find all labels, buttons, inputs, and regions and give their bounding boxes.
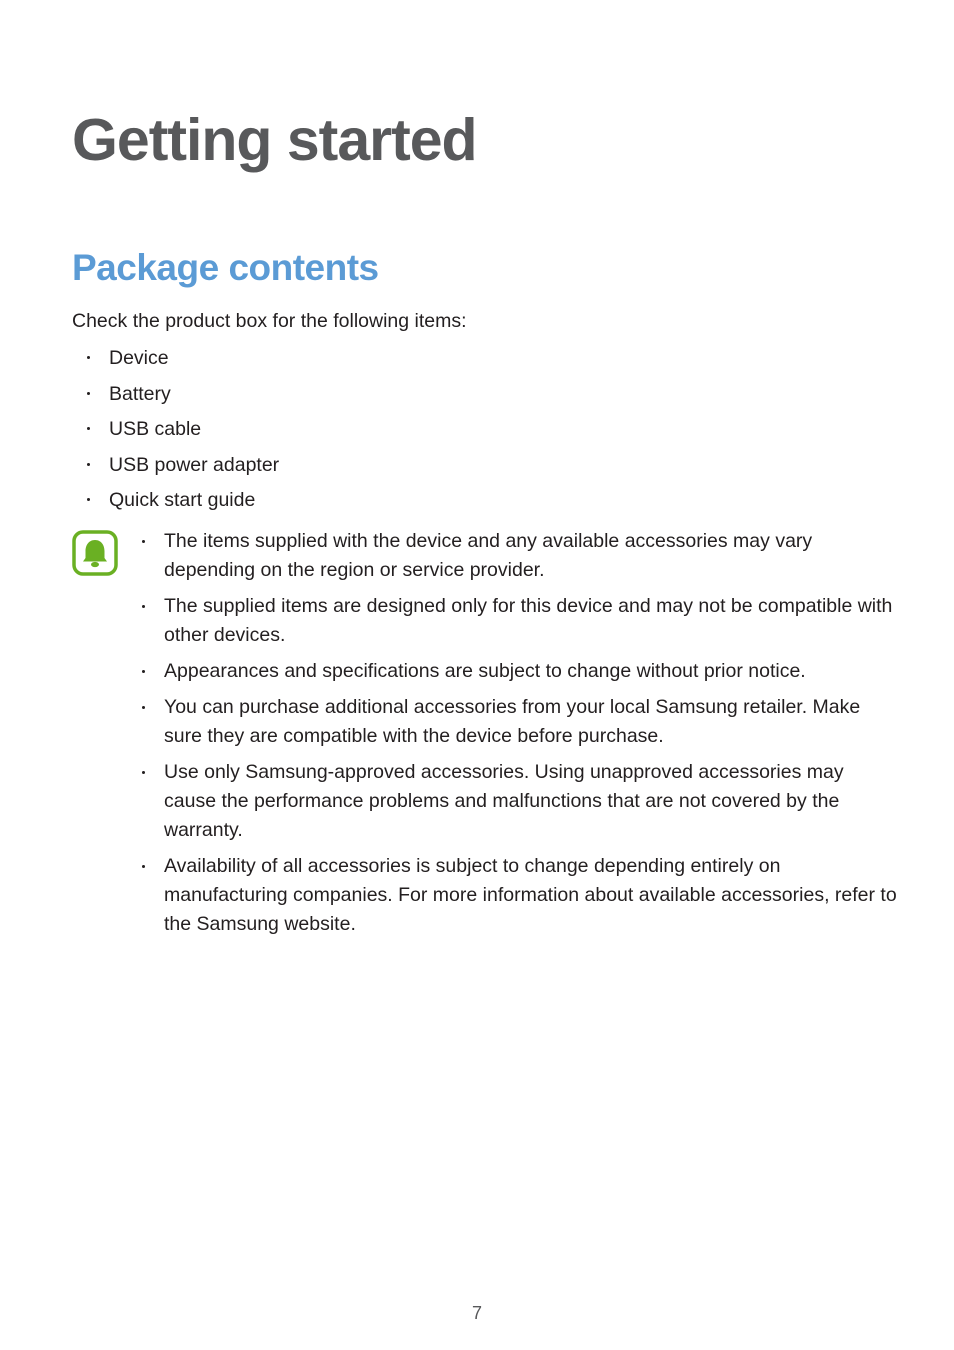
package-item: USB cable [72,416,279,452]
package-items-list [72,345,279,523]
notification-bell-icon [72,530,118,576]
section-title: Package contents [72,247,379,288]
notes-list [127,527,897,946]
page-number: 7 [471,1303,482,1323]
package-item: Battery [72,381,279,417]
note-item: The supplied items are designed only for this device and may not be compatible with other devices. [127,592,897,650]
note-item: Availability of all accessories is subject to change depending entirely on manufacturing companies. For more information about available accessories, refer to the Samsung website. [127,852,897,939]
note-item: You can purchase additional accessories from your local Samsung retailer. Make sure they are compatible with the device before purchase. [127,693,897,751]
note-item: Appearances and specifications are subject to change without prior notice. [127,657,897,686]
package-item: USB power adapter [72,452,279,488]
package-item: Device [72,345,279,381]
chapter-title: Getting started [72,107,477,173]
note-item: Use only Samsung-approved accessories. Using unapproved accessories may cause the performance problems and malfunctions that are not covered by the warranty. [127,758,897,845]
package-item: Quick start guide [72,487,279,523]
note-item: The items supplied with the device and any available accessories may vary depending on the region or service provider. [127,527,897,585]
intro-text: Check the product box for the following items: [72,310,467,332]
